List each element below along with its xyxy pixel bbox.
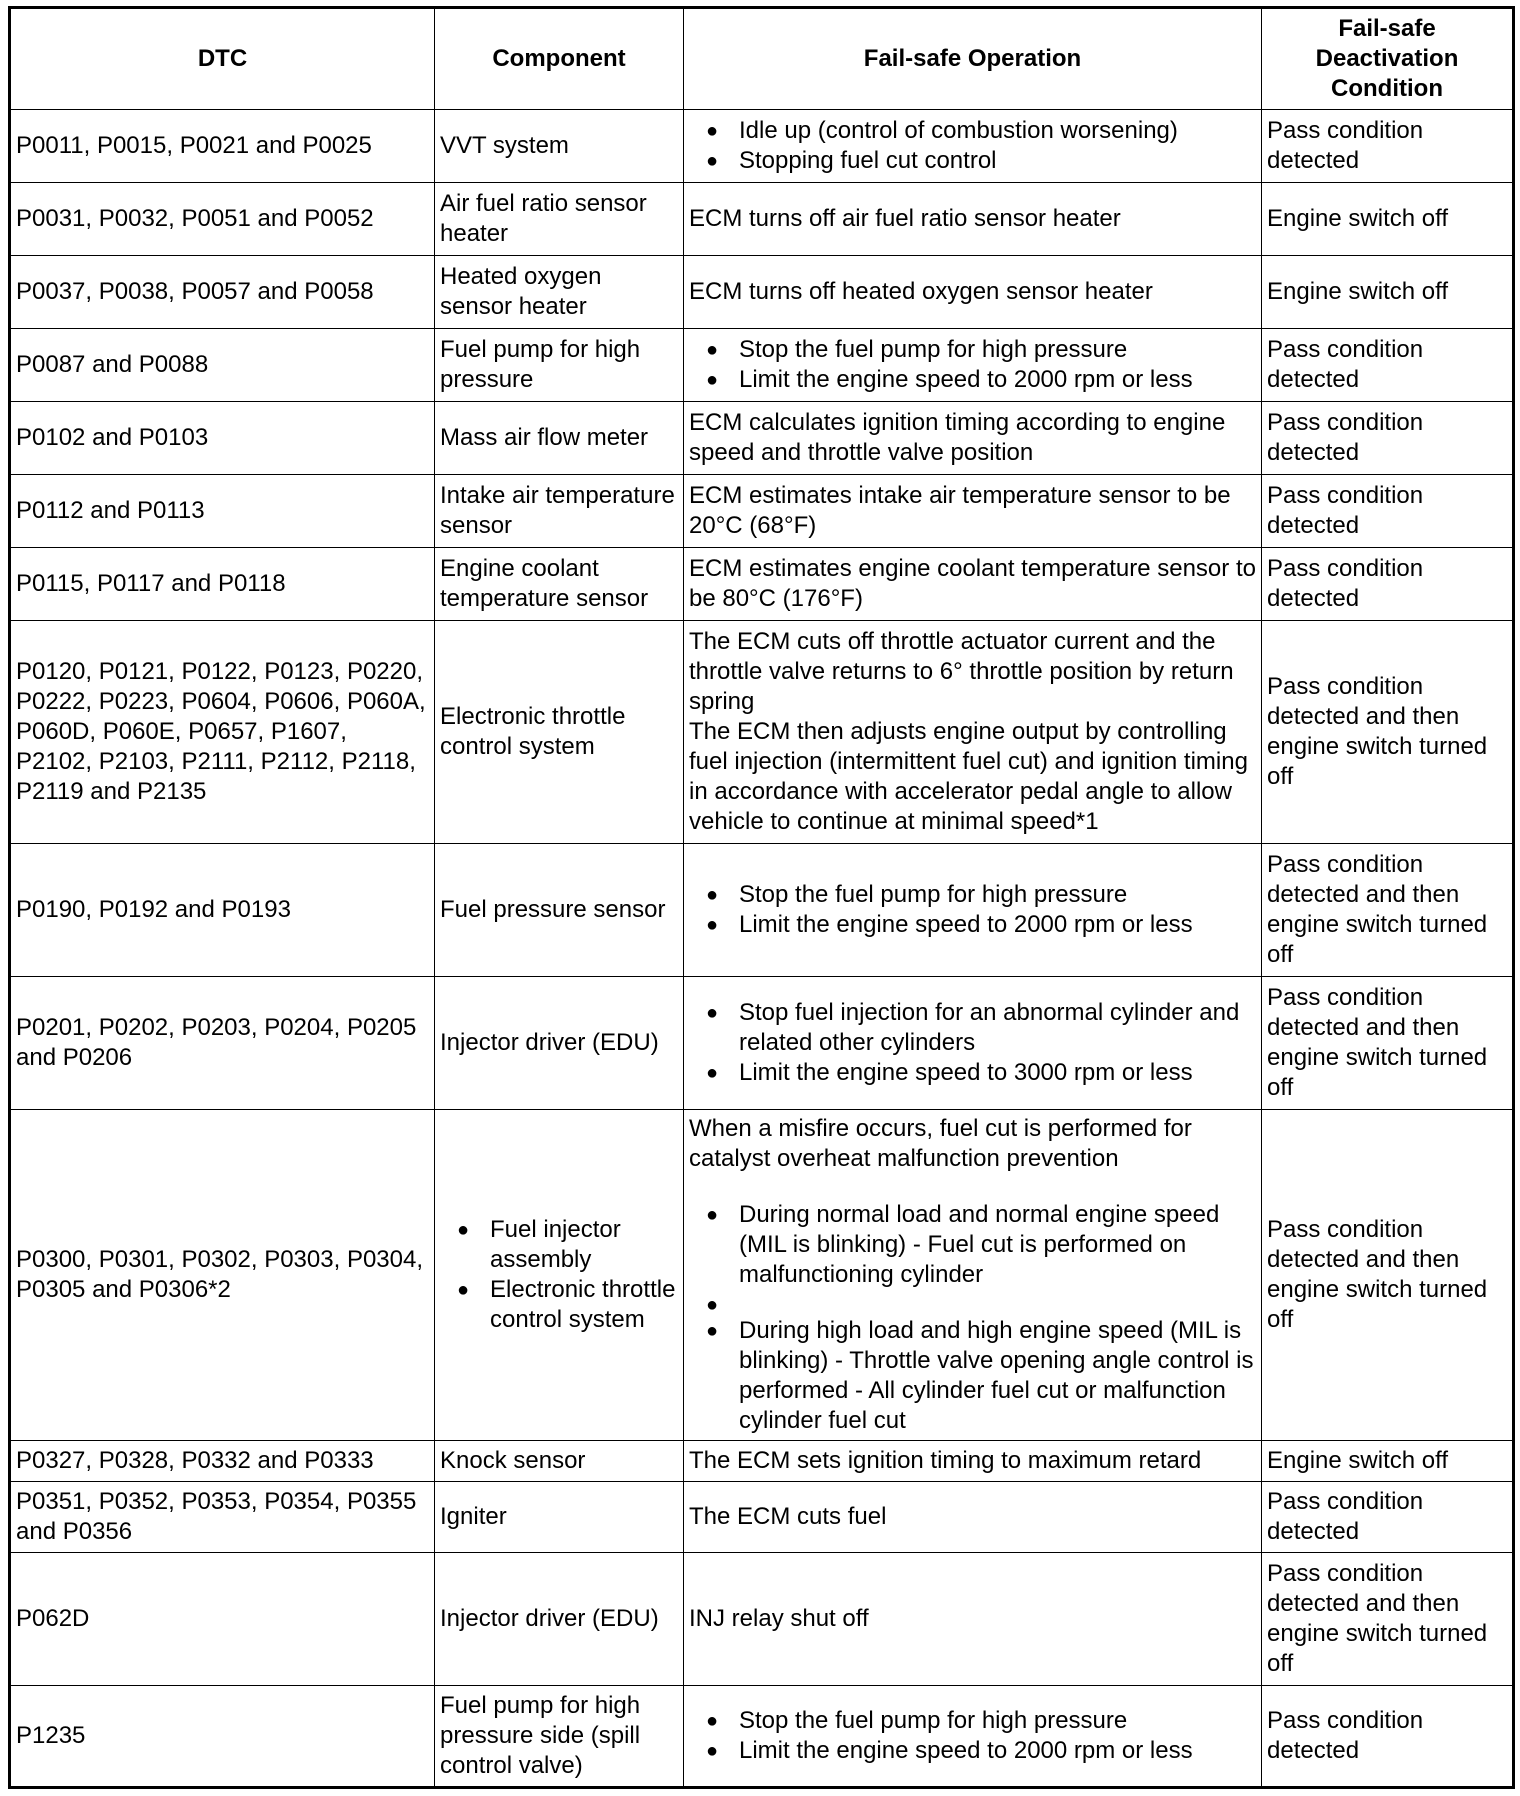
table-row <box>10 183 1514 256</box>
header-deactivation <box>1262 8 1514 110</box>
list-item: ● Fuel injector assembly <box>440 1215 678 1275</box>
dtc-cell: P0201, P0202, P0203, P0204, P0205 and P0206 <box>10 977 435 1110</box>
table-row <box>10 256 1514 329</box>
operation-list <box>689 1706 1256 1766</box>
condition-cell: Pass condition detected <box>1262 1482 1514 1553</box>
condition-cell: Pass condition detected <box>1262 402 1514 475</box>
list-item: ● Stop fuel injection for an abnormal cylinder and related other cylinders <box>689 998 1256 1058</box>
table-row <box>10 402 1514 475</box>
header-deactivation-line: Condition <box>1331 75 1443 102</box>
table-row <box>10 1110 1514 1441</box>
header-operation: Fail-safe Operation <box>684 8 1262 110</box>
component-cell: Engine coolant temperature sensor <box>435 548 684 621</box>
header-component: Component <box>435 8 684 110</box>
component-cell: Electronic throttle control system <box>435 621 684 844</box>
table-row <box>10 329 1514 402</box>
condition-cell: Pass condition detected <box>1262 548 1514 621</box>
list-item: ● Limit the engine speed to 2000 rpm or less <box>689 1736 1256 1766</box>
header-dtc: DTC <box>10 8 435 110</box>
list-item: ● During high load and high engine speed (MIL is blinking) - Throttle valve opening angle control is performed - All cylinder fuel cut or malfunction cylinder fuel cut <box>689 1316 1256 1436</box>
condition-cell: Pass condition detected <box>1262 110 1514 183</box>
operation-cell: ECM turns off heated oxygen sensor heater <box>684 256 1262 329</box>
header-deactivation-line: Deactivation <box>1315 45 1459 72</box>
operation-list <box>689 335 1256 395</box>
component-cell: Injector driver (EDU) <box>435 977 684 1110</box>
operation-list <box>689 998 1256 1088</box>
table-row <box>10 1553 1514 1686</box>
dtc-cell: P062D <box>10 1553 435 1686</box>
table-row <box>10 1686 1514 1788</box>
dtc-cell: P0327, P0328, P0332 and P0333 <box>10 1441 435 1482</box>
operation-cell <box>684 110 1262 183</box>
condition-cell: Engine switch off <box>1262 256 1514 329</box>
condition-cell: Engine switch off <box>1262 1441 1514 1482</box>
dtc-cell: P0087 and P0088 <box>10 329 435 402</box>
dtc-cell: P0102 and P0103 <box>10 402 435 475</box>
component-cell: Fuel pump for high pressure <box>435 329 684 402</box>
component-cell: Fuel pump for high pressure side (spill control valve) <box>435 1686 684 1788</box>
operation-cell <box>684 844 1262 977</box>
component-cell: Fuel pressure sensor <box>435 844 684 977</box>
list-item: ● Limit the engine speed to 2000 rpm or less <box>689 365 1256 395</box>
table-row <box>10 977 1514 1110</box>
condition-cell: Pass condition detected and then engine switch turned off <box>1262 1110 1514 1441</box>
operation-cell: INJ relay shut off <box>684 1553 1262 1686</box>
component-cell: Injector driver (EDU) <box>435 1553 684 1686</box>
table-row <box>10 844 1514 977</box>
dtc-cell: P0011, P0015, P0021 and P0025 <box>10 110 435 183</box>
condition-cell: Pass condition detected and then engine switch turned off <box>1262 1553 1514 1686</box>
document-sheet <box>8 6 1512 1788</box>
condition-cell: Pass condition detected <box>1262 475 1514 548</box>
condition-cell: Pass condition detected and then engine switch turned off <box>1262 621 1514 844</box>
component-cell: Intake air temperature sensor <box>435 475 684 548</box>
header-deactivation-line: Fail-safe <box>1338 15 1436 42</box>
component-cell: VVT system <box>435 110 684 183</box>
table-row <box>10 548 1514 621</box>
dtc-cell: P0190, P0192 and P0193 <box>10 844 435 977</box>
condition-cell: Pass condition detected <box>1262 329 1514 402</box>
component-cell: Knock sensor <box>435 1441 684 1482</box>
list-item: ● Electronic throttle control system <box>440 1275 678 1335</box>
component-cell: Mass air flow meter <box>435 402 684 475</box>
operation-cell <box>684 329 1262 402</box>
operation-cell <box>684 1686 1262 1788</box>
component-cell: Igniter <box>435 1482 684 1553</box>
condition-cell: Pass condition detected and then engine switch turned off <box>1262 977 1514 1110</box>
table-row <box>10 621 1514 844</box>
operation-cell: ECM turns off air fuel ratio sensor heater <box>684 183 1262 256</box>
operation-list <box>689 1200 1256 1436</box>
spacer <box>689 1174 1256 1200</box>
operation-cell: ECM estimates engine coolant temperature sensor to be 80°C (176°F) <box>684 548 1262 621</box>
table-row <box>10 1441 1514 1482</box>
dtc-cell: P0300, P0301, P0302, P0303, P0304, P0305 and P0306*2 <box>10 1110 435 1441</box>
list-item: ● Stop the fuel pump for high pressure <box>689 1706 1256 1736</box>
table-row <box>10 1482 1514 1553</box>
dtc-cell: P0351, P0352, P0353, P0354, P0355 and P0356 <box>10 1482 435 1553</box>
dtc-cell: P1235 <box>10 1686 435 1788</box>
operation-cell: The ECM sets ignition timing to maximum retard <box>684 1441 1262 1482</box>
condition-cell: Pass condition detected <box>1262 1686 1514 1788</box>
operation-cell: The ECM cuts fuel <box>684 1482 1262 1553</box>
operation-paragraph: When a misfire occurs, fuel cut is performed for catalyst overheat malfunction prevention <box>689 1115 1192 1172</box>
operation-cell: ECM estimates intake air temperature sensor to be 20°C (68°F) <box>684 475 1262 548</box>
dtc-cell: P0112 and P0113 <box>10 475 435 548</box>
operation-cell <box>684 977 1262 1110</box>
list-item: ● Stop the fuel pump for high pressure <box>689 880 1256 910</box>
dtc-cell: P0120, P0121, P0122, P0123, P0220, P0222, P0223, P0604, P0606, P060A, P060D, P060E, P0657, P1607, P2102, P2103, P2111, P2112, P2118, P2119 and P2135 <box>10 621 435 844</box>
operation-paragraph: The ECM cuts off throttle actuator current and the throttle valve returns to 6° throttle position by return spring <box>689 628 1234 715</box>
list-item: ● Stop the fuel pump for high pressure <box>689 335 1256 365</box>
dtc-cell: P0031, P0032, P0051 and P0052 <box>10 183 435 256</box>
operation-cell <box>684 1110 1262 1441</box>
component-cell <box>435 1110 684 1441</box>
list-item: ● Limit the engine speed to 2000 rpm or less <box>689 910 1256 940</box>
operation-list <box>689 116 1256 176</box>
table-row <box>10 110 1514 183</box>
list-item: ● Idle up (control of combustion worsening) <box>689 116 1256 146</box>
spacer <box>689 1290 1256 1316</box>
list-item: ● During normal load and normal engine speed (MIL is blinking) - Fuel cut is performed on malfunctioning cylinder <box>689 1200 1256 1290</box>
operation-paragraph: The ECM then adjusts engine output by controlling fuel injection (intermittent fuel cut) and ignition timing in accordance with accelerator pedal angle to allow vehicle to continue at minimal speed*1 <box>689 718 1248 835</box>
component-cell: Air fuel ratio sensor heater <box>435 183 684 256</box>
table-row <box>10 475 1514 548</box>
operation-cell <box>684 621 1262 844</box>
operation-cell: ECM calculates ignition timing according to engine speed and throttle valve position <box>684 402 1262 475</box>
component-cell: Heated oxygen sensor heater <box>435 256 684 329</box>
component-list <box>440 1215 678 1335</box>
dtc-cell: P0037, P0038, P0057 and P0058 <box>10 256 435 329</box>
list-item: ● Stopping fuel cut control <box>689 146 1256 176</box>
condition-cell: Pass condition detected and then engine switch turned off <box>1262 844 1514 977</box>
condition-cell: Engine switch off <box>1262 183 1514 256</box>
dtc-cell: P0115, P0117 and P0118 <box>10 548 435 621</box>
operation-list <box>689 880 1256 940</box>
fail-safe-table <box>8 6 1515 1789</box>
list-item: ● Limit the engine speed to 3000 rpm or less <box>689 1058 1256 1088</box>
header-row <box>10 8 1514 110</box>
